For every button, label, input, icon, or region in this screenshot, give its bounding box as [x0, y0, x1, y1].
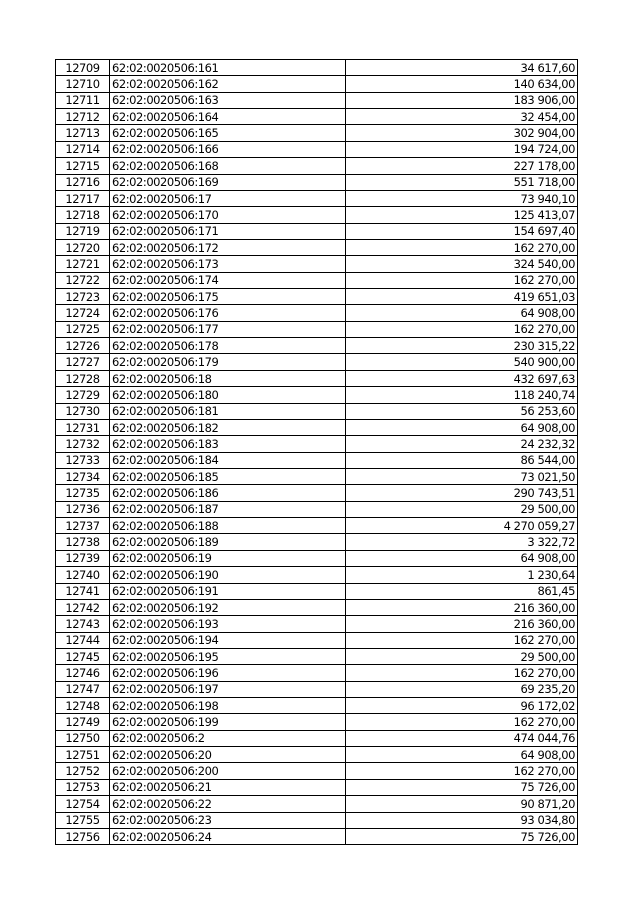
cadastral-value-cell: 73 021,50: [346, 468, 578, 484]
cadastral-value-cell: 64 908,00: [346, 747, 578, 763]
row-number-cell: 12736: [56, 501, 110, 517]
row-number-cell: 12710: [56, 76, 110, 92]
cadastral-number-cell: 62:02:0020506:169: [110, 174, 346, 190]
table-row: [56, 239, 578, 255]
cadastral-value-cell: 64 908,00: [346, 550, 578, 566]
cadastral-number-cell: 62:02:0020506:23: [110, 812, 346, 828]
table-row: [56, 109, 578, 125]
cadastral-number-cell: 62:02:0020506:162: [110, 76, 346, 92]
cadastral-value-cell: 32 454,00: [346, 109, 578, 125]
cadastral-value-cell: 419 651,03: [346, 289, 578, 305]
table-row: [56, 223, 578, 239]
table-row: [56, 125, 578, 141]
cadastral-value-cell: 29 500,00: [346, 648, 578, 664]
cadastral-number-cell: 62:02:0020506:188: [110, 518, 346, 534]
row-number-cell: 12717: [56, 190, 110, 206]
table-row: [56, 158, 578, 174]
table-row: [56, 567, 578, 583]
table-row: [56, 141, 578, 157]
row-number-cell: 12724: [56, 305, 110, 321]
cadastral-number-cell: 62:02:0020506:2: [110, 730, 346, 746]
row-number-cell: 12723: [56, 289, 110, 305]
row-number-cell: 12754: [56, 796, 110, 812]
table-row: [56, 714, 578, 730]
cadastral-value-cell: 96 172,02: [346, 698, 578, 714]
row-number-cell: 12753: [56, 779, 110, 795]
table-row: [56, 698, 578, 714]
cadastral-value-cell: 64 908,00: [346, 305, 578, 321]
row-number-cell: 12737: [56, 518, 110, 534]
cadastral-number-cell: 62:02:0020506:161: [110, 60, 346, 76]
cadastral-number-cell: 62:02:0020506:176: [110, 305, 346, 321]
table-row: [56, 518, 578, 534]
cadastral-number-cell: 62:02:0020506:166: [110, 141, 346, 157]
table-row: [56, 534, 578, 550]
cadastral-value-cell: 162 270,00: [346, 665, 578, 681]
row-number-cell: 12750: [56, 730, 110, 746]
cadastral-number-cell: 62:02:0020506:20: [110, 747, 346, 763]
cadastral-number-cell: 62:02:0020506:194: [110, 632, 346, 648]
cadastral-value-cell: 540 900,00: [346, 354, 578, 370]
table-row: [56, 681, 578, 697]
cadastral-number-cell: 62:02:0020506:179: [110, 354, 346, 370]
cadastral-value-cell: 324 540,00: [346, 256, 578, 272]
row-number-cell: 12738: [56, 534, 110, 550]
cadastral-number-cell: 62:02:0020506:192: [110, 599, 346, 615]
row-number-cell: 12733: [56, 452, 110, 468]
row-number-cell: 12747: [56, 681, 110, 697]
cadastral-number-cell: 62:02:0020506:199: [110, 714, 346, 730]
table-row: [56, 779, 578, 795]
cadastral-number-cell: 62:02:0020506:191: [110, 583, 346, 599]
row-number-cell: 12727: [56, 354, 110, 370]
cadastral-value-cell: 183 906,00: [346, 92, 578, 108]
row-number-cell: 12755: [56, 812, 110, 828]
row-number-cell: 12718: [56, 207, 110, 223]
table-row: [56, 174, 578, 190]
cadastral-value-cell: 90 871,20: [346, 796, 578, 812]
row-number-cell: 12734: [56, 468, 110, 484]
cadastral-value-cell: 118 240,74: [346, 387, 578, 403]
table-row: [56, 321, 578, 337]
row-number-cell: 12730: [56, 403, 110, 419]
row-number-cell: 12749: [56, 714, 110, 730]
cadastral-number-cell: 62:02:0020506:17: [110, 190, 346, 206]
row-number-cell: 12725: [56, 321, 110, 337]
cadastral-number-cell: 62:02:0020506:171: [110, 223, 346, 239]
cadastral-number-cell: 62:02:0020506:18: [110, 370, 346, 386]
cadastral-number-cell: 62:02:0020506:173: [110, 256, 346, 272]
cadastral-value-cell: 140 634,00: [346, 76, 578, 92]
table-row: [56, 747, 578, 763]
row-number-cell: 12748: [56, 698, 110, 714]
row-number-cell: 12726: [56, 338, 110, 354]
table-row: [56, 485, 578, 501]
table-row: [56, 76, 578, 92]
table-row: [56, 599, 578, 615]
cadastral-value-cell: 93 034,80: [346, 812, 578, 828]
cadastral-number-cell: 62:02:0020506:186: [110, 485, 346, 501]
cadastral-value-cell: 4 270 059,27: [346, 518, 578, 534]
cadastral-value-cell: 230 315,22: [346, 338, 578, 354]
cadastral-value-cell: 154 697,40: [346, 223, 578, 239]
cadastral-number-cell: 62:02:0020506:24: [110, 828, 346, 844]
table-row: [56, 207, 578, 223]
table-row: [56, 419, 578, 435]
row-number-cell: 12716: [56, 174, 110, 190]
cadastral-number-cell: 62:02:0020506:175: [110, 289, 346, 305]
table-row: [56, 583, 578, 599]
cadastral-value-cell: 29 500,00: [346, 501, 578, 517]
cadastral-value-cell: 1 230,64: [346, 567, 578, 583]
table-row: [56, 632, 578, 648]
cadastral-value-cell: 216 360,00: [346, 616, 578, 632]
table-row: [56, 256, 578, 272]
table-row: [56, 305, 578, 321]
row-number-cell: 12744: [56, 632, 110, 648]
row-number-cell: 12746: [56, 665, 110, 681]
table-row: [56, 796, 578, 812]
row-number-cell: 12728: [56, 370, 110, 386]
table-row: [56, 436, 578, 452]
row-number-cell: 12745: [56, 648, 110, 664]
row-number-cell: 12714: [56, 141, 110, 157]
cadastral-value-cell: 216 360,00: [346, 599, 578, 615]
cadastral-value-cell: 34 617,60: [346, 60, 578, 76]
cadastral-value-cell: 474 044,76: [346, 730, 578, 746]
table-row: [56, 730, 578, 746]
cadastral-value-cell: 432 697,63: [346, 370, 578, 386]
table-row: [56, 828, 578, 844]
cadastral-value-cell: 551 718,00: [346, 174, 578, 190]
table-row: [56, 92, 578, 108]
cadastral-value-cell: 24 232,32: [346, 436, 578, 452]
row-number-cell: 12742: [56, 599, 110, 615]
row-number-cell: 12711: [56, 92, 110, 108]
row-number-cell: 12721: [56, 256, 110, 272]
cadastral-value-cell: 86 544,00: [346, 452, 578, 468]
table-row: [56, 370, 578, 386]
cadastral-number-cell: 62:02:0020506:185: [110, 468, 346, 484]
row-number-cell: 12722: [56, 272, 110, 288]
cadastral-number-cell: 62:02:0020506:197: [110, 681, 346, 697]
row-number-cell: 12756: [56, 828, 110, 844]
table-row: [56, 190, 578, 206]
cadastral-number-cell: 62:02:0020506:193: [110, 616, 346, 632]
cadastral-value-cell: 162 270,00: [346, 321, 578, 337]
cadastral-value-cell: 75 726,00: [346, 828, 578, 844]
row-number-cell: 12729: [56, 387, 110, 403]
row-number-cell: 12713: [56, 125, 110, 141]
table-row: [56, 550, 578, 566]
cadastral-value-cell: 3 322,72: [346, 534, 578, 550]
cadastral-number-cell: 62:02:0020506:182: [110, 419, 346, 435]
cadastral-number-cell: 62:02:0020506:168: [110, 158, 346, 174]
cadastral-number-cell: 62:02:0020506:177: [110, 321, 346, 337]
row-number-cell: 12720: [56, 239, 110, 255]
row-number-cell: 12709: [56, 60, 110, 76]
row-number-cell: 12741: [56, 583, 110, 599]
table-row: [56, 468, 578, 484]
cadastral-value-cell: 125 413,07: [346, 207, 578, 223]
cadastral-value-cell: 56 253,60: [346, 403, 578, 419]
cadastral-value-cell: 73 940,10: [346, 190, 578, 206]
cadastral-number-cell: 62:02:0020506:187: [110, 501, 346, 517]
row-number-cell: 12731: [56, 419, 110, 435]
cadastral-number-cell: 62:02:0020506:22: [110, 796, 346, 812]
table-row: [56, 338, 578, 354]
row-number-cell: 12732: [56, 436, 110, 452]
cadastral-number-cell: 62:02:0020506:196: [110, 665, 346, 681]
table-body: [56, 60, 578, 845]
cadastral-number-cell: 62:02:0020506:174: [110, 272, 346, 288]
cadastral-number-cell: 62:02:0020506:178: [110, 338, 346, 354]
cadastral-value-cell: 162 270,00: [346, 239, 578, 255]
table-row: [56, 387, 578, 403]
cadastral-value-cell: 162 270,00: [346, 763, 578, 779]
cadastre-value-table: [55, 59, 578, 845]
table-row: [56, 354, 578, 370]
cadastral-number-cell: 62:02:0020506:184: [110, 452, 346, 468]
table-row: [56, 616, 578, 632]
cadastral-value-cell: 290 743,51: [346, 485, 578, 501]
cadastral-value-cell: 302 904,00: [346, 125, 578, 141]
row-number-cell: 12740: [56, 567, 110, 583]
cadastral-number-cell: 62:02:0020506:195: [110, 648, 346, 664]
cadastral-value-cell: 162 270,00: [346, 714, 578, 730]
row-number-cell: 12715: [56, 158, 110, 174]
table-row: [56, 763, 578, 779]
cadastral-number-cell: 62:02:0020506:200: [110, 763, 346, 779]
cadastral-number-cell: 62:02:0020506:198: [110, 698, 346, 714]
row-number-cell: 12743: [56, 616, 110, 632]
cadastral-value-cell: 162 270,00: [346, 272, 578, 288]
cadastral-value-cell: 162 270,00: [346, 632, 578, 648]
cadastral-number-cell: 62:02:0020506:181: [110, 403, 346, 419]
table-row: [56, 648, 578, 664]
cadastral-number-cell: 62:02:0020506:190: [110, 567, 346, 583]
cadastral-number-cell: 62:02:0020506:183: [110, 436, 346, 452]
table-row: [56, 289, 578, 305]
row-number-cell: 12719: [56, 223, 110, 239]
cadastral-value-cell: 194 724,00: [346, 141, 578, 157]
cadastral-value-cell: 64 908,00: [346, 419, 578, 435]
table-row: [56, 665, 578, 681]
cadastral-value-cell: 227 178,00: [346, 158, 578, 174]
table-row: [56, 501, 578, 517]
table-row: [56, 60, 578, 76]
cadastral-number-cell: 62:02:0020506:189: [110, 534, 346, 550]
row-number-cell: 12712: [56, 109, 110, 125]
table-row: [56, 272, 578, 288]
cadastral-number-cell: 62:02:0020506:19: [110, 550, 346, 566]
cadastral-number-cell: 62:02:0020506:172: [110, 239, 346, 255]
cadastral-number-cell: 62:02:0020506:180: [110, 387, 346, 403]
cadastral-value-cell: 69 235,20: [346, 681, 578, 697]
row-number-cell: 12751: [56, 747, 110, 763]
row-number-cell: 12735: [56, 485, 110, 501]
cadastral-number-cell: 62:02:0020506:170: [110, 207, 346, 223]
table-row: [56, 403, 578, 419]
row-number-cell: 12752: [56, 763, 110, 779]
cadastral-number-cell: 62:02:0020506:164: [110, 109, 346, 125]
table-row: [56, 812, 578, 828]
cadastral-number-cell: 62:02:0020506:163: [110, 92, 346, 108]
cadastral-value-cell: 75 726,00: [346, 779, 578, 795]
cadastral-value-cell: 861,45: [346, 583, 578, 599]
table-row: [56, 452, 578, 468]
row-number-cell: 12739: [56, 550, 110, 566]
cadastral-number-cell: 62:02:0020506:165: [110, 125, 346, 141]
cadastral-number-cell: 62:02:0020506:21: [110, 779, 346, 795]
